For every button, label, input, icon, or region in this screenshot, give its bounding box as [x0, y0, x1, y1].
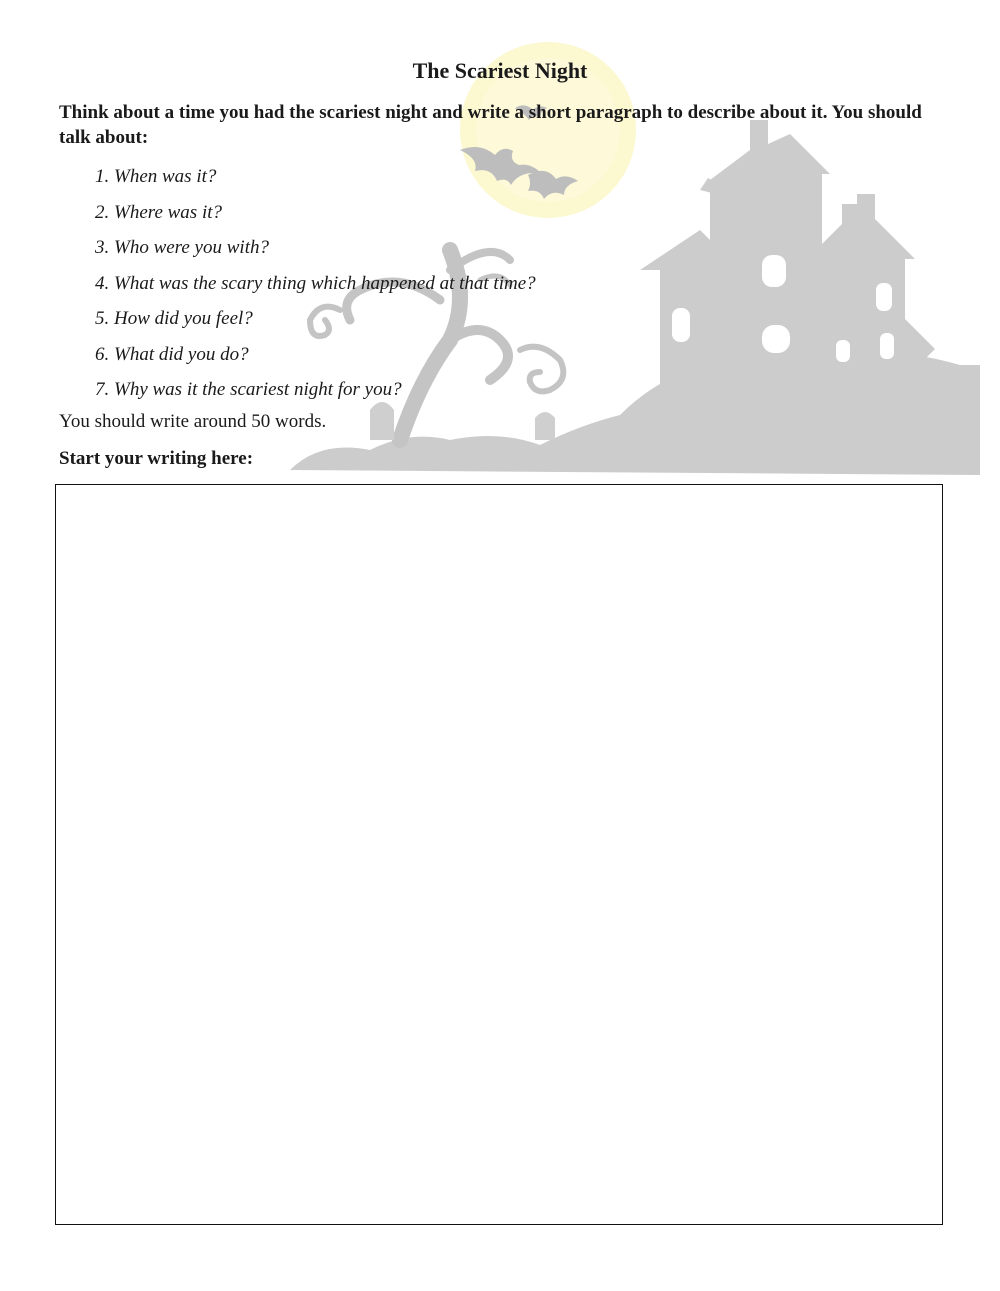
- instructions-text: Think about a time you had the scariest night and write a short paragraph to describe about it. You should talk about:: [59, 102, 922, 148]
- question-item: 1. When was it?: [95, 166, 217, 187]
- question-item: 3. Who were you with?: [95, 237, 269, 258]
- question-item: 2. Where was it?: [95, 201, 223, 223]
- start-writing-label: Start your writing here:: [59, 448, 254, 469]
- question-item: 5. How did you feel?: [95, 308, 253, 329]
- question-item: 6. What did you do?: [95, 343, 249, 365]
- question-item: 7. Why was it the scariest night for you?: [95, 379, 402, 400]
- writing-answer-box[interactable]: [55, 484, 943, 1225]
- page-title: The Scariest Night: [412, 58, 588, 83]
- question-list: [95, 163, 536, 412]
- word-count-note: You should write around 50 words.: [59, 411, 327, 432]
- question-item: 4. What was the scary thing which happened at that time?: [95, 272, 536, 294]
